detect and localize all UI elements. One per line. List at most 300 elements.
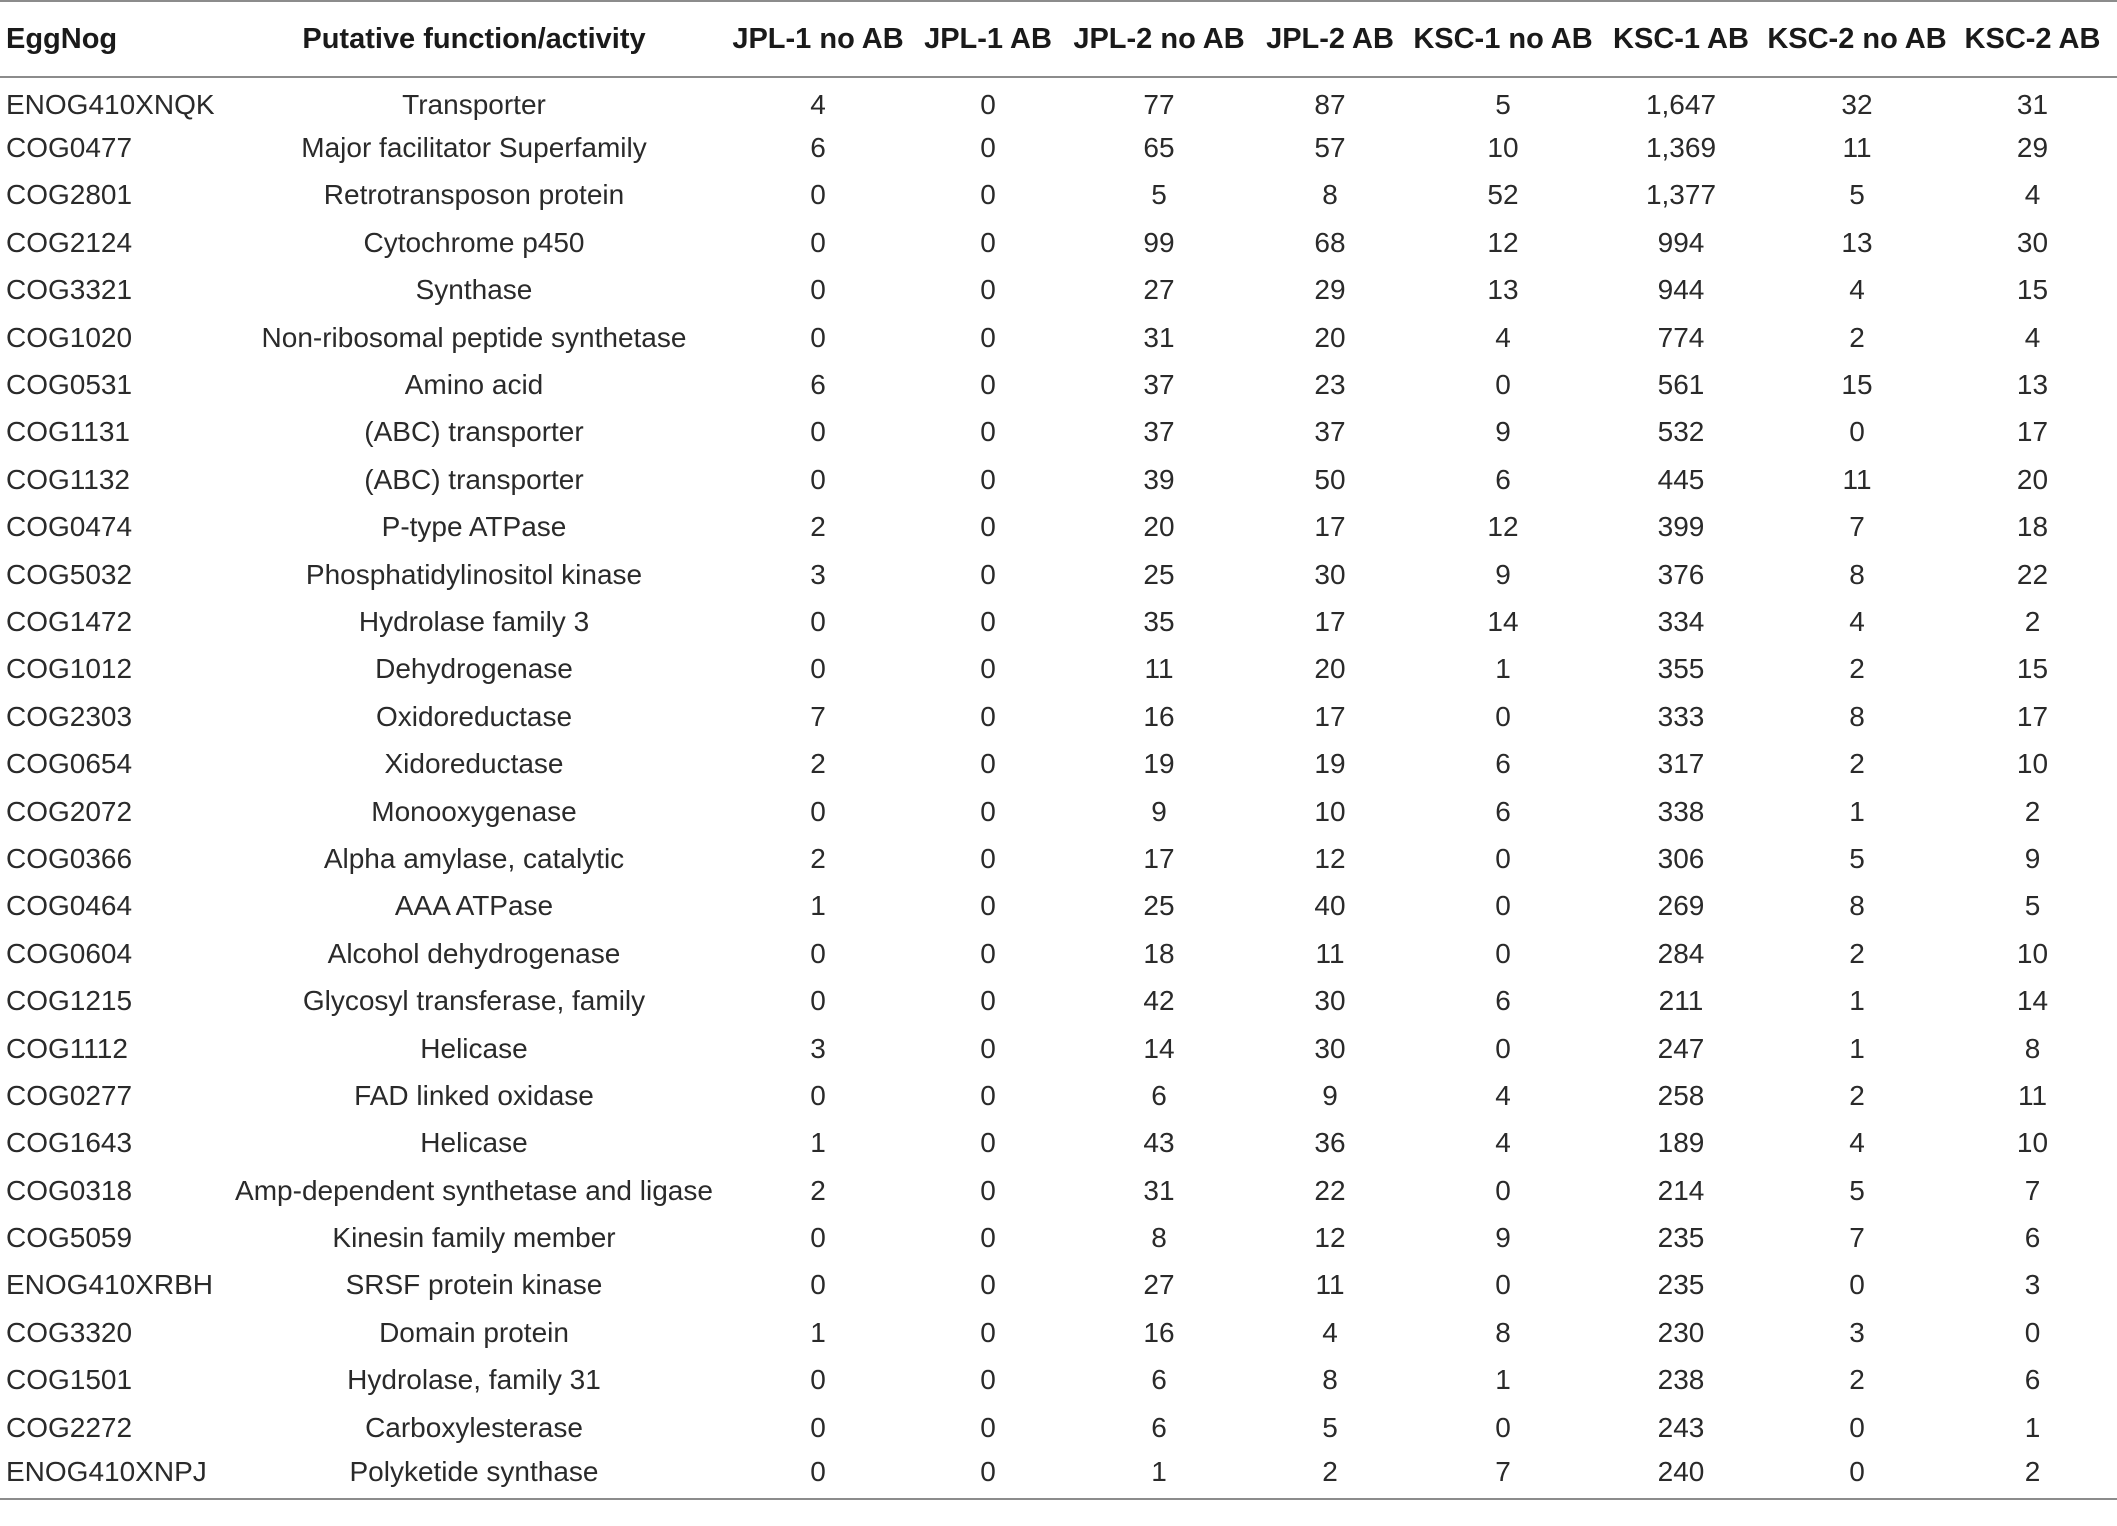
count-cell: 37 (1143, 416, 1175, 448)
table-row (0, 409, 2117, 456)
count-cell: 6 (810, 369, 826, 401)
table-row (0, 1025, 2117, 1072)
count-cell: 15 (1841, 369, 1873, 401)
eggnog-id-cell: COG2272 (6, 1411, 133, 1443)
function-cell: Polyketide synthase (220, 1451, 728, 1498)
function-cell: Xidoreductase (384, 748, 564, 780)
eggnog-id-cell: COG0366 (6, 842, 133, 874)
count-cell: 27 (1143, 274, 1175, 306)
count-cell: 52 (1487, 179, 1519, 211)
count-cell: 50 (1314, 463, 1346, 495)
count-cell: 994 (1657, 226, 1705, 258)
count-cell: 0 (810, 937, 826, 969)
function-cell: Alcohol dehydrogenase (327, 937, 621, 969)
count-cell: 5 (1849, 842, 1865, 874)
count-cell: 338 (1657, 795, 1705, 827)
eggnog-id-cell: COG0604 (6, 937, 133, 969)
count-cell: 14 (1487, 605, 1519, 637)
count-cell: 189 (1657, 1127, 1705, 1159)
count-cell: 0 (810, 605, 826, 637)
count-cell: 0 (1495, 700, 1511, 732)
count-cell: 0 (980, 463, 996, 495)
count-cell: 317 (1657, 748, 1705, 780)
count-cell: 14 (1143, 1032, 1175, 1064)
count-cell: 11 (1842, 463, 1872, 495)
count-cell: 4 (1495, 1127, 1511, 1159)
eggnog-id-cell: COG1501 (6, 1364, 133, 1396)
count-cell: 12 (1314, 842, 1346, 874)
count-cell: 16 (1143, 1316, 1175, 1348)
count-cell: 0 (810, 463, 826, 495)
count-cell: 5 (1495, 89, 1511, 121)
count-cell: 0 (980, 937, 996, 969)
count-cell: 8 (1495, 1316, 1511, 1348)
count-cell: 57 (1314, 132, 1346, 164)
count-cell: 1 (1849, 985, 1865, 1017)
count-cell: 5 (1849, 179, 1865, 211)
count-cell: 22 (1314, 1174, 1346, 1206)
count-cell: 235 (1657, 1222, 1705, 1254)
count-cell: 25 (1143, 558, 1175, 590)
count-cell: 37 (1143, 369, 1175, 401)
count-cell: 4 (1849, 1127, 1865, 1159)
table-row (0, 361, 2117, 408)
count-cell: 0 (980, 226, 996, 258)
count-cell: 230 (1657, 1316, 1705, 1348)
eggnog-id-cell: COG1472 (6, 605, 133, 637)
count-cell: 68 (1314, 226, 1346, 258)
count-cell: 0 (980, 653, 996, 685)
count-cell: 19 (1143, 748, 1175, 780)
count-cell: 334 (1657, 605, 1705, 637)
count-cell: 445 (1657, 463, 1705, 495)
function-cell: P-type ATPase (381, 511, 567, 543)
count-cell: 6 (1151, 1364, 1167, 1396)
count-cell: 0 (810, 985, 826, 1017)
eggnog-id-cell: COG2072 (6, 795, 133, 827)
count-cell: 0 (980, 511, 996, 543)
table-row (0, 740, 2117, 787)
column-header: KSC-2 AB (1948, 1, 2117, 77)
count-cell: 17 (1314, 700, 1346, 732)
count-cell: 0 (810, 1411, 826, 1443)
count-cell: 29 (1314, 274, 1346, 306)
count-cell: 4 (2024, 179, 2041, 211)
function-cell: Helicase (420, 1127, 528, 1159)
count-cell: 1 (1068, 1451, 1250, 1498)
function-cell: Alpha amylase, catalytic (323, 842, 625, 874)
count-cell: 25 (1143, 890, 1175, 922)
count-cell: 30 (2016, 226, 2049, 258)
count-cell: 8 (2024, 1032, 2041, 1064)
count-cell: 16 (1143, 700, 1175, 732)
count-cell: 2 (1849, 937, 1865, 969)
count-cell: 10 (2016, 748, 2049, 780)
eggnog-id-cell: ENOG410XRBH (6, 1269, 213, 1301)
count-cell: 77 (1143, 89, 1175, 121)
count-cell: 0 (1495, 1032, 1511, 1064)
count-cell: 43 (1143, 1127, 1175, 1159)
eggnog-id-cell: COG0318 (6, 1174, 133, 1206)
table-row (0, 977, 2117, 1024)
eggnog-id-cell: COG1012 (6, 653, 133, 685)
table-row (0, 172, 2117, 219)
count-cell: 774 (1657, 321, 1705, 353)
count-cell: 5 (2024, 890, 2041, 922)
count-cell: 11 (1144, 653, 1174, 685)
table-row (0, 219, 2117, 266)
count-cell: 8 (1849, 558, 1865, 590)
function-cell: FAD linked oxidase (354, 1079, 594, 1111)
count-cell: 0 (980, 1174, 996, 1206)
function-cell: Phosphatidylinositol kinase (305, 558, 643, 590)
count-cell: 17 (1314, 511, 1346, 543)
table-row (0, 314, 2117, 361)
count-cell: 29 (2016, 132, 2049, 164)
column-header: KSC-1 AB (1596, 1, 1766, 77)
count-cell: 99 (1143, 226, 1175, 258)
count-cell: 27 (1143, 1269, 1175, 1301)
count-cell: 13 (1841, 226, 1873, 258)
table-row (0, 1214, 2117, 1261)
count-cell: 11 (1842, 132, 1872, 164)
count-cell: 6 (1495, 985, 1511, 1017)
count-cell: 0 (980, 558, 996, 590)
function-cell: AAA ATPase (394, 890, 554, 922)
count-cell: 14 (2016, 985, 2049, 1017)
count-cell: 40 (1314, 890, 1346, 922)
count-cell: 30 (1314, 985, 1346, 1017)
count-cell: 0 (980, 700, 996, 732)
count-cell: 1,647 (1645, 89, 1717, 121)
count-cell: 0 (2024, 1316, 2041, 1348)
table-row (0, 1357, 2117, 1404)
count-cell: 0 (1495, 1174, 1511, 1206)
count-cell: 1,369 (1645, 132, 1717, 164)
table-row (0, 77, 2117, 124)
count-cell: 214 (1657, 1174, 1705, 1206)
count-cell: 20 (1143, 511, 1175, 543)
count-cell: 0 (810, 274, 826, 306)
count-cell: 13 (2016, 369, 2049, 401)
count-cell: 2 (1849, 1364, 1865, 1396)
count-cell: 0 (980, 605, 996, 637)
count-cell: 8 (1849, 890, 1865, 922)
eggnog-id-cell: ENOG410XNPJ (0, 1451, 220, 1498)
eggnog-id-cell: COG1020 (6, 321, 133, 353)
count-cell: 35 (1143, 605, 1175, 637)
count-cell: 0 (980, 1032, 996, 1064)
count-cell: 0 (728, 1451, 908, 1498)
count-cell: 2 (1849, 1079, 1865, 1111)
count-cell: 0 (980, 1316, 996, 1348)
count-cell: 17 (2016, 416, 2049, 448)
count-cell: 8 (1322, 1364, 1338, 1396)
table-row (0, 1167, 2117, 1214)
count-cell: 6 (1151, 1411, 1167, 1443)
function-cell: Cytochrome p450 (363, 226, 585, 258)
count-cell: 3 (810, 1032, 826, 1064)
column-header: Putative function/activity (220, 1, 728, 77)
function-cell: Major facilitator Superfamily (301, 132, 647, 164)
count-cell: 10 (1487, 132, 1519, 164)
count-cell: 0 (980, 1411, 996, 1443)
count-cell: 30 (1314, 558, 1346, 590)
count-cell: 4 (1849, 274, 1865, 306)
count-cell: 5 (1849, 1174, 1865, 1206)
count-cell: 0 (980, 1127, 996, 1159)
eggnog-id-cell: COG3321 (6, 274, 133, 306)
table-row (0, 1309, 2117, 1356)
count-cell: 355 (1657, 653, 1705, 685)
count-cell: 20 (1314, 653, 1346, 685)
count-cell: 235 (1657, 1269, 1705, 1301)
count-cell: 4 (1495, 1079, 1511, 1111)
function-cell: Non-ribosomal peptide synthetase (261, 321, 687, 353)
function-cell: (ABC) transporter (364, 416, 584, 448)
function-cell: Helicase (420, 1032, 528, 1064)
count-cell: 0 (980, 795, 996, 827)
count-cell: 65 (1143, 132, 1175, 164)
count-cell: 333 (1657, 700, 1705, 732)
count-cell: 17 (1314, 605, 1346, 637)
count-cell: 2 (1250, 1451, 1410, 1498)
count-cell: 87 (1314, 89, 1346, 121)
function-cell: Amp-dependent synthetase and ligase (235, 1174, 713, 1206)
count-cell: 0 (1766, 1451, 1948, 1498)
count-cell: 31 (1143, 321, 1175, 353)
count-cell: 20 (2016, 463, 2049, 495)
function-cell: Dehydrogenase (375, 653, 573, 685)
count-cell: 0 (1849, 416, 1865, 448)
eggnog-id-cell: COG1215 (6, 985, 133, 1017)
count-cell: 2 (1849, 653, 1865, 685)
count-cell: 39 (1143, 463, 1175, 495)
eggnog-id-cell: COG1643 (6, 1127, 133, 1159)
count-cell: 1 (1849, 1032, 1865, 1064)
count-cell: 2 (1849, 748, 1865, 780)
count-cell: 2 (810, 511, 826, 543)
count-cell: 17 (1143, 842, 1175, 874)
count-cell: 9 (1151, 795, 1167, 827)
count-cell: 2 (810, 842, 826, 874)
function-cell: Kinesin family member (332, 1222, 616, 1254)
count-cell: 0 (810, 179, 826, 211)
count-cell: 0 (1495, 1411, 1511, 1443)
eggnog-id-cell: COG0477 (6, 132, 133, 164)
count-cell: 12 (1487, 511, 1519, 543)
count-cell: 9 (2024, 842, 2041, 874)
count-cell: 7 (2024, 1174, 2041, 1206)
table-row (0, 1404, 2117, 1451)
count-cell: 1 (1495, 1364, 1511, 1396)
count-cell: 10 (2016, 937, 2049, 969)
count-cell: 9 (1495, 558, 1511, 590)
function-cell: Retrotransposon protein (323, 179, 625, 211)
count-cell: 9 (1495, 1222, 1511, 1254)
eggnog-id-cell: COG0474 (6, 511, 133, 543)
count-cell: 30 (1314, 1032, 1346, 1064)
count-cell: 1,377 (1645, 179, 1717, 211)
count-cell: 12 (1487, 226, 1519, 258)
function-cell: Synthase (415, 274, 533, 306)
count-cell: 238 (1657, 1364, 1705, 1396)
count-cell: 0 (810, 1079, 826, 1111)
column-header: KSC-2 no AB (1766, 1, 1948, 77)
count-cell: 0 (980, 985, 996, 1017)
count-cell: 0 (1495, 1269, 1511, 1301)
count-cell: 0 (810, 653, 826, 685)
count-cell: 0 (980, 1079, 996, 1111)
table-row (0, 1262, 2117, 1309)
count-cell: 0 (908, 1451, 1068, 1498)
count-cell: 20 (1314, 321, 1346, 353)
count-cell: 18 (1143, 937, 1175, 969)
count-cell: 2 (2024, 605, 2041, 637)
count-cell: 22 (2016, 558, 2049, 590)
eggnog-id-cell: COG2801 (6, 179, 133, 211)
eggnog-id-cell: COG0531 (6, 369, 133, 401)
count-cell: 4 (1495, 321, 1511, 353)
count-cell: 36 (1314, 1127, 1346, 1159)
count-cell: 269 (1657, 890, 1705, 922)
count-cell: 6 (1495, 795, 1511, 827)
table-row (0, 1072, 2117, 1119)
function-cell: Hydrolase, family 31 (347, 1364, 601, 1396)
count-cell: 7 (1410, 1451, 1596, 1498)
table-row (0, 456, 2117, 503)
count-cell: 0 (980, 179, 996, 211)
count-cell: 2 (2024, 795, 2041, 827)
count-cell: 0 (1495, 842, 1511, 874)
count-cell: 0 (980, 89, 996, 121)
count-cell: 0 (980, 1269, 996, 1301)
count-cell: 10 (2016, 1127, 2049, 1159)
table-row (0, 930, 2117, 977)
count-cell: 0 (980, 890, 996, 922)
count-cell: 532 (1657, 416, 1705, 448)
eggnog-id-cell: COG1131 (6, 416, 130, 448)
table-row (0, 788, 2117, 835)
eggnog-id-cell: COG2124 (6, 226, 133, 258)
count-cell: 9 (1495, 416, 1511, 448)
function-cell: Oxidoreductase (375, 700, 573, 732)
count-cell: 3 (2024, 1269, 2041, 1301)
count-cell: 0 (810, 1364, 826, 1396)
count-cell: 0 (810, 1222, 826, 1254)
function-cell: Amino acid (404, 369, 544, 401)
count-cell: 0 (980, 1222, 996, 1254)
column-header: EggNog (0, 1, 220, 77)
count-cell: 0 (1849, 1411, 1865, 1443)
count-cell: 1 (2024, 1411, 2041, 1443)
count-cell: 31 (1143, 1174, 1175, 1206)
count-cell: 0 (1495, 890, 1511, 922)
count-cell: 4 (810, 89, 826, 121)
count-cell: 1 (1495, 653, 1511, 685)
count-cell: 0 (810, 1269, 826, 1301)
count-cell: 0 (980, 842, 996, 874)
count-cell: 7 (1849, 1222, 1865, 1254)
count-cell: 0 (980, 369, 996, 401)
table-row (0, 124, 2117, 171)
count-cell: 4 (1322, 1316, 1338, 1348)
count-cell: 3 (1849, 1316, 1865, 1348)
count-cell: 7 (810, 700, 826, 732)
count-cell: 0 (1495, 937, 1511, 969)
count-cell: 1 (810, 1316, 826, 1348)
count-cell: 31 (2016, 89, 2049, 121)
count-cell: 9 (1322, 1079, 1338, 1111)
count-cell: 3 (810, 558, 826, 590)
count-cell: 6 (2024, 1364, 2041, 1396)
count-cell: 6 (810, 132, 826, 164)
count-cell: 10 (1314, 795, 1346, 827)
count-cell: 0 (810, 795, 826, 827)
eggnog-id-cell: COG0464 (6, 890, 133, 922)
count-cell: 8 (1849, 700, 1865, 732)
eggnog-id-cell: COG3320 (6, 1316, 133, 1348)
count-cell: 944 (1657, 274, 1705, 306)
table-row (0, 504, 2117, 551)
header-row (0, 1, 2117, 77)
eggnog-id-cell: COG1112 (6, 1032, 128, 1064)
count-cell: 13 (1487, 274, 1519, 306)
count-cell: 211 (1658, 985, 1704, 1017)
eggnog-id-cell: COG0277 (6, 1079, 133, 1111)
count-cell: 2 (1849, 321, 1865, 353)
count-cell: 6 (1495, 463, 1511, 495)
function-cell: Hydrolase family 3 (358, 605, 590, 637)
count-cell: 11 (1315, 1269, 1345, 1301)
count-cell: 8 (1151, 1222, 1167, 1254)
function-cell: SRSF protein kinase (345, 1269, 603, 1301)
count-cell: 15 (2016, 653, 2049, 685)
function-cell: Domain protein (379, 1316, 569, 1348)
count-cell: 5 (1322, 1411, 1338, 1443)
table-row (0, 646, 2117, 693)
count-cell: 1 (810, 1127, 826, 1159)
table-row (0, 1451, 2117, 1498)
count-cell: 15 (2016, 274, 2049, 306)
count-cell: 8 (1322, 179, 1338, 211)
count-cell: 23 (1314, 369, 1346, 401)
eggnog-id-cell: COG0654 (6, 748, 133, 780)
table-header (0, 1, 2117, 77)
column-header: JPL-1 no AB (728, 1, 908, 77)
count-cell: 0 (810, 226, 826, 258)
count-cell: 561 (1657, 369, 1705, 401)
count-cell: 0 (980, 748, 996, 780)
function-cell: Transporter (402, 89, 546, 121)
count-cell: 0 (1495, 369, 1511, 401)
table-row (0, 598, 2117, 645)
count-cell: 0 (980, 321, 996, 353)
count-cell: 11 (1315, 937, 1345, 969)
count-cell: 4 (1849, 605, 1865, 637)
count-cell: 37 (1314, 416, 1346, 448)
table-row (0, 883, 2117, 930)
count-cell: 6 (1495, 748, 1511, 780)
count-cell: 284 (1657, 937, 1705, 969)
count-cell: 2 (1948, 1451, 2117, 1498)
eggnog-id-cell: ENOG410XNQK (6, 89, 215, 121)
column-header: JPL-2 AB (1250, 1, 1410, 77)
count-cell: 42 (1143, 985, 1175, 1017)
function-cell: (ABC) transporter (364, 463, 584, 495)
count-cell: 18 (2016, 511, 2049, 543)
count-cell: 0 (1849, 1269, 1865, 1301)
